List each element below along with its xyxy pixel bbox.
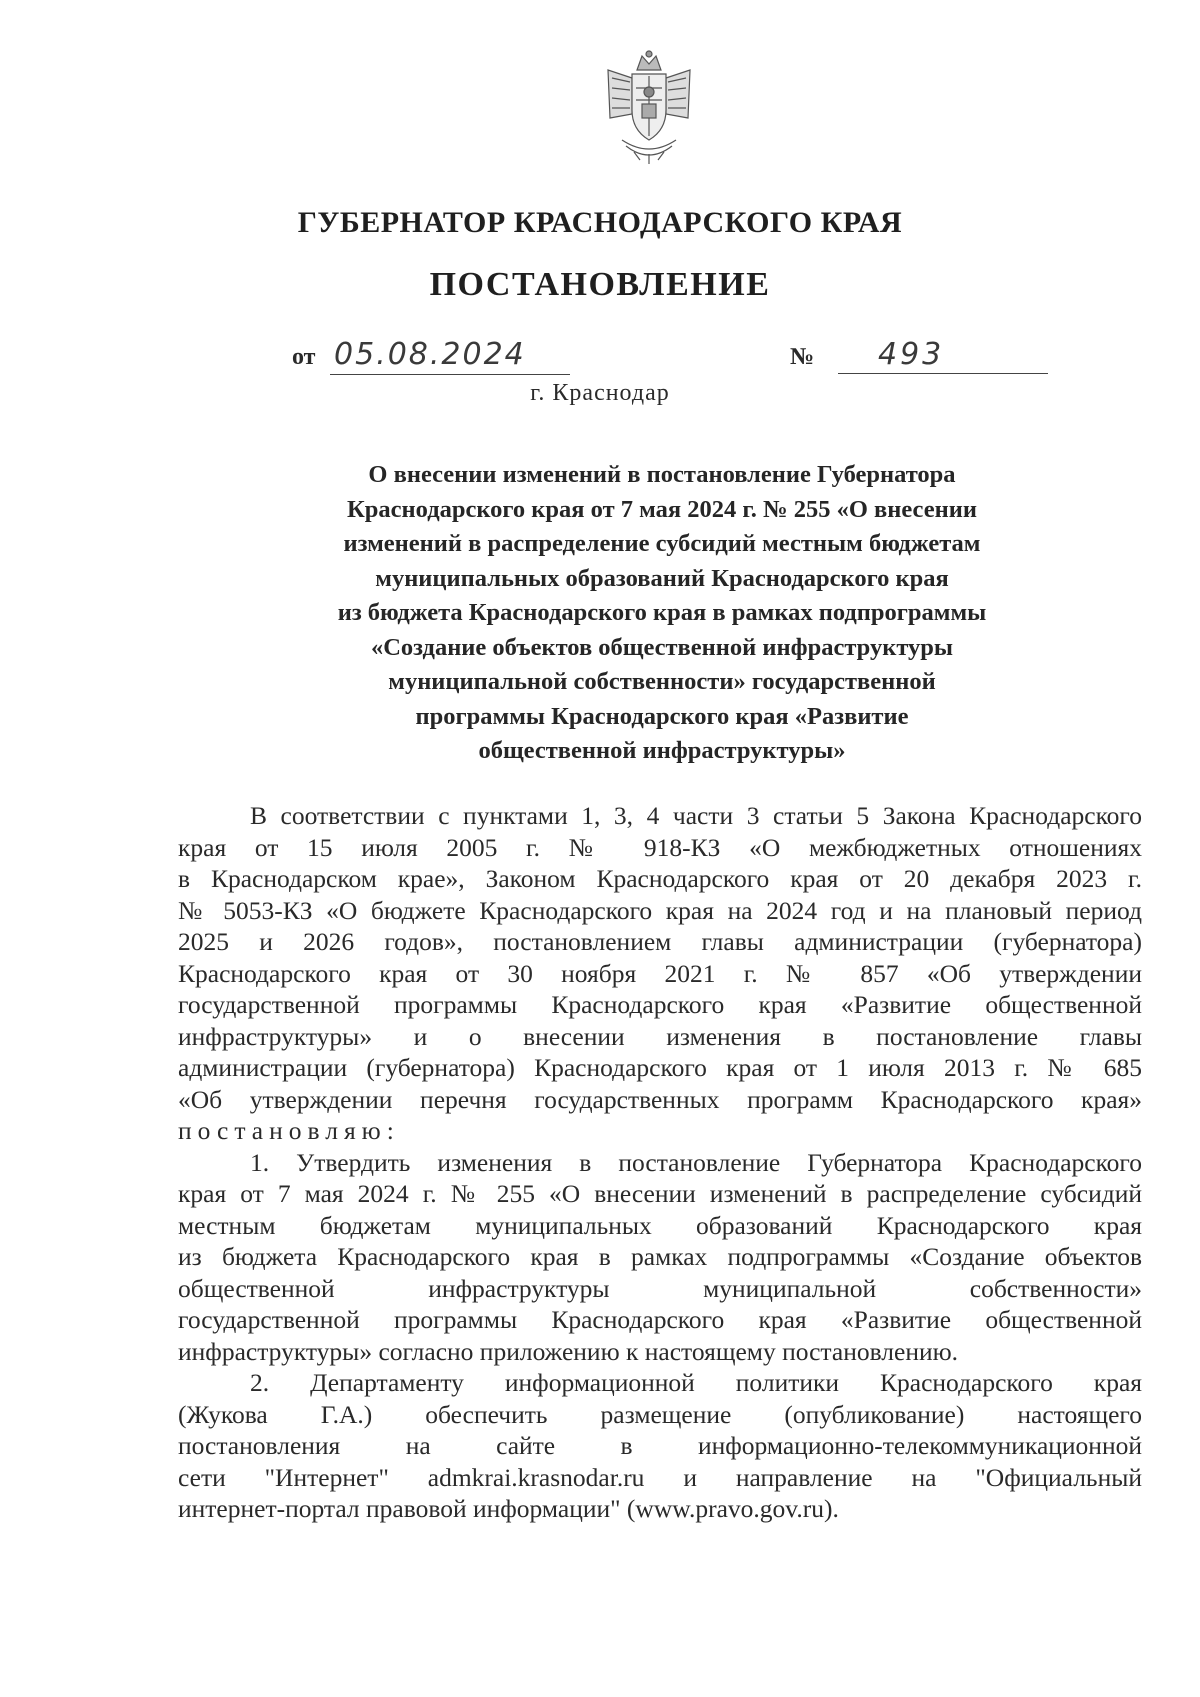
body-line: общественной инфраструктуры муниципальной собственности» [178, 1273, 1142, 1303]
date-value: 05.08.2024 [330, 336, 570, 375]
body-line: 2025 и 2026 годов», постановлением главы администрации (губернатора) [178, 927, 1142, 956]
body-line-resolve: постановляю: [178, 1116, 400, 1145]
body-line: постановления на сайте в информационно-телекоммуникационной [178, 1431, 1142, 1460]
body-line: 1. Утвердить изменения в постановление Губернатора Краснодарского [250, 1147, 1142, 1177]
coat-of-arms-icon [602, 48, 696, 166]
document-type-title: ПОСТАНОВЛЕНИЕ [429, 266, 771, 303]
document-body [178, 800, 1142, 1525]
issuer-title: ГУБЕРНАТОР КРАСНОДАРСКОГО КРАЯ [297, 206, 903, 239]
body-line: местным бюджетам муниципальных образований Краснодарского края [178, 1210, 1142, 1240]
subject-line: «Создание объектов общественной инфраструктуры [370, 633, 954, 661]
body-line: 2. Департаменту информационной политики Краснодарского края [250, 1368, 1142, 1397]
body-line: в Краснодарском крае», Законом Краснодарского края от 20 декабря 2023 г. [178, 864, 1142, 893]
subject-line: муниципальных образований Краснодарского края [375, 564, 949, 592]
body-line: Краснодарского края от 30 ноября 2021 г. № 857 «Об утверждении [178, 958, 1142, 988]
body-line: сети "Интернет" admkrai.krasnodar.ru и направление на "Официальный [178, 1462, 1142, 1492]
date-prefix: от [292, 344, 316, 370]
body-line: № 5053-КЗ «О бюджете Краснодарского края на 2024 год и на плановый период [178, 895, 1142, 925]
subject-line: из бюджета Краснодарского края в рамках подпрограммы [337, 599, 987, 626]
body-line: государственной программы Краснодарского края «Развитие общественной [178, 990, 1142, 1019]
body-line: интернет-портал правовой информации" (www.pravo.gov.ru). [178, 1494, 839, 1523]
city-line: г. Краснодар [530, 380, 670, 406]
subject-line: муниципальной собственности» государственной [388, 668, 936, 695]
body-line: края от 7 мая 2024 г. № 255 «О внесении изменений в распределение субсидий [178, 1179, 1142, 1208]
body-line: администрации (губернатора) Краснодарского края от 1 июля 2013 г. № 685 [178, 1053, 1142, 1082]
number-value: 493 [838, 336, 1048, 374]
subject-line: изменений в распределение субсидий местным бюджетам [343, 530, 981, 557]
subject-line: программы Краснодарского края «Развитие [415, 702, 909, 730]
subject-line: общественной инфраструктуры» [478, 737, 846, 764]
body-line: В соответствии с пунктами 1, 3, 4 части 3 статьи 5 Закона Краснодарского [250, 801, 1142, 830]
body-line: «Об утверждении перечня государственных программ Краснодарского края» [178, 1084, 1142, 1114]
body-line: инфраструктуры» согласно приложению к настоящему постановлению. [178, 1336, 959, 1366]
document-subject [262, 458, 1062, 769]
number-prefix: № [790, 344, 815, 370]
body-line: края от 15 июля 2005 г. № 918-КЗ «О межбюджетных отношениях [178, 832, 1142, 862]
body-line: инфраструктуры» и о внесении изменения в постановление главы [178, 1021, 1142, 1051]
body-line: государственной программы Краснодарского края «Развитие общественной [178, 1305, 1142, 1334]
subject-line: О внесении изменений в постановление Губернатора [368, 461, 956, 488]
body-line: (Жукова Г.А.) обеспечить размещение (опубликование) настоящего [178, 1399, 1142, 1429]
body-line: из бюджета Краснодарского края в рамках подпрограммы «Создание объектов [178, 1242, 1142, 1271]
subject-line: Краснодарского края от 7 мая 2024 г. № 255 «О внесении [347, 495, 977, 523]
